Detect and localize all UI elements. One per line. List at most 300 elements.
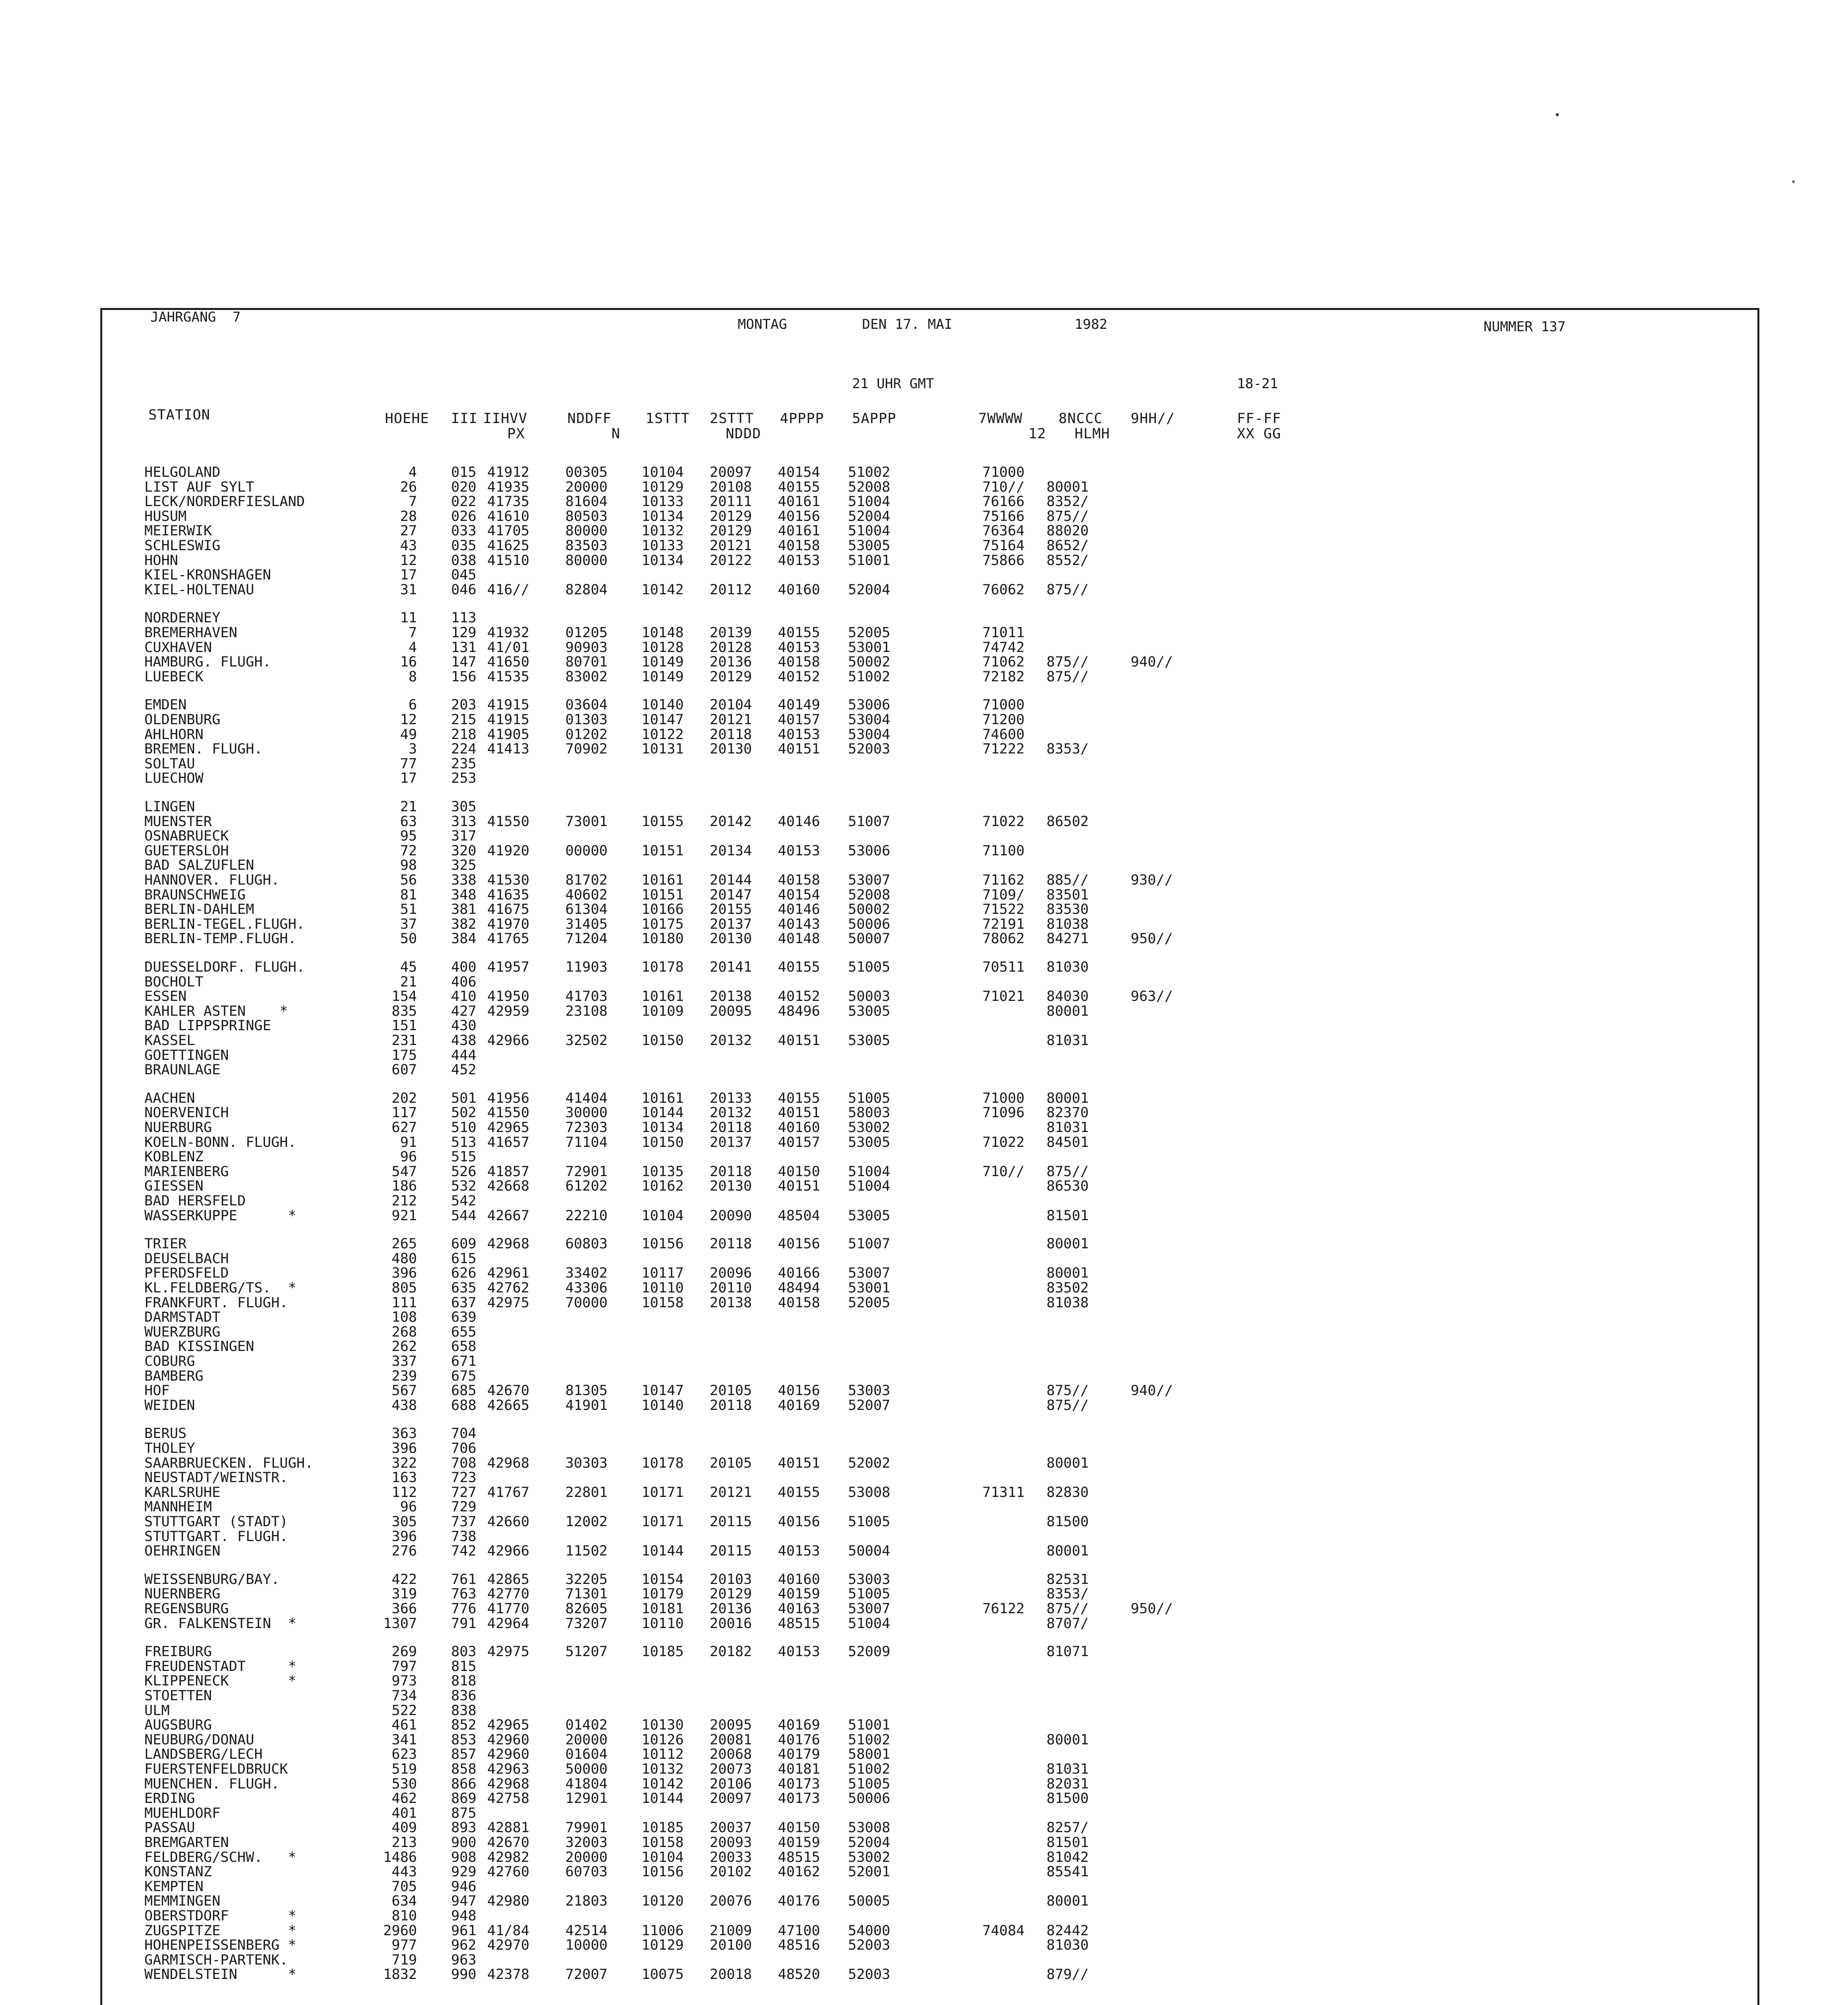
pressure-group: 40154 [778,464,820,480]
pressure-group: 40158 [778,1295,820,1311]
station-number: 626 [451,1265,477,1281]
tendency-group: 58001 [848,1746,891,1762]
nddff: 41404 [565,1090,608,1106]
tendency-group: 51002 [848,1761,891,1777]
nddff: 82804 [565,582,608,598]
station-number: 410 [451,988,477,1005]
temperature-group: 10148 [642,625,684,641]
col-iihvv: IIHVV [483,411,528,427]
tendency-group: 52009 [848,1644,891,1660]
col-nddd: NDDD [726,426,761,442]
weather-group: 74600 [982,727,1025,743]
station-number: 776 [451,1601,477,1617]
weather-group: 71200 [982,712,1025,728]
tendency-group: 52004 [848,582,891,598]
station-name: BAD LIPPSPRINGE [144,1018,271,1034]
cloud-group: 85541 [1046,1864,1089,1880]
elevation: 366 [391,1601,417,1617]
cloud-group: 8707/ [1046,1616,1089,1632]
cloud-group: 80001 [1046,1090,1089,1106]
dewpoint-group: 20105 [710,1455,752,1471]
elevation: 409 [391,1820,417,1836]
dewpoint-group: 20118 [710,1236,752,1252]
iihvv: 42980 [487,1893,530,1909]
weather-group: 71222 [982,741,1025,757]
elevation: 45 [400,959,417,975]
temperature-group: 10158 [642,1295,684,1311]
station-name: HOF [144,1383,170,1399]
elevation: 17 [400,770,417,786]
pressure-group: 40157 [778,712,820,728]
station-name: HUSUM [144,508,187,525]
pressure-group: 40153 [778,1543,820,1559]
nddff: 43306 [565,1280,608,1296]
col-xx-gg: XX GG [1237,426,1281,442]
weather-group: 75164 [982,538,1025,554]
station-number: 033 [451,523,477,539]
col-9hh: 9HH// [1131,411,1175,427]
cloud-group: 82031 [1046,1776,1089,1792]
station-number: 513 [451,1134,477,1150]
cloud-group: 84030 [1046,988,1089,1005]
dewpoint-group: 20033 [710,1849,752,1865]
station-name: AUGSBURG [144,1717,212,1733]
dewpoint-group: 20136 [710,654,752,670]
pressure-group: 40152 [778,669,820,685]
station-name: FREUDENSTADT * [144,1659,297,1675]
cloud-group: 88020 [1046,523,1089,539]
station-number: 742 [451,1543,477,1559]
nddff: 01303 [565,712,608,728]
elevation: 117 [391,1105,417,1121]
elevation: 623 [391,1746,417,1762]
iihvv: 416// [487,582,530,598]
elevation: 37 [400,916,417,932]
elevation: 17 [400,567,417,583]
cloud-group: 86530 [1046,1178,1089,1194]
cloud-group: 875// [1046,1397,1089,1414]
elevation: 212 [391,1193,417,1209]
pressure-group: 40151 [778,1455,820,1471]
temperature-group: 10132 [642,523,684,539]
weather-group: 71022 [982,1134,1025,1150]
iihvv: 42966 [487,1033,530,1049]
temperature-group: 10117 [642,1265,684,1281]
nddff: 60703 [565,1864,608,1880]
elevation: 519 [391,1761,417,1777]
station-number: 869 [451,1790,477,1807]
station-number: 948 [451,1908,477,1924]
elevation: 63 [400,814,417,830]
station-number: 338 [451,872,477,888]
elevation: 72 [400,843,417,859]
station-number: 763 [451,1586,477,1602]
col-hlmh: HLMH [1075,426,1110,442]
dewpoint-group: 20110 [710,1280,752,1296]
station-name: NEUSTADT/WEINSTR. [144,1470,288,1486]
station-name: DUESSELDORF. FLUGH. [144,959,305,975]
station-name: BRAUNSCHWEIG [144,887,246,903]
temperature-group: 10122 [642,727,684,743]
temperature-group: 10158 [642,1835,684,1851]
cloud-group: 8352/ [1046,494,1089,510]
cloud-group: 82531 [1046,1572,1089,1588]
iihvv: 42966 [487,1543,530,1559]
station-name: LUECHOW [144,770,204,786]
tendency-group: 52007 [848,1397,891,1414]
elevation: 111 [391,1295,417,1311]
weather-group: 71062 [982,654,1025,670]
dewpoint-group: 20081 [710,1732,752,1748]
station-number: 381 [451,901,477,917]
tendency-group: 53004 [848,712,891,728]
temperature-group: 10149 [642,669,684,685]
temperature-group: 10171 [642,1514,684,1530]
pressure-group: 48520 [778,1967,820,1983]
dewpoint-group: 20122 [710,553,752,569]
iihvv: 42667 [487,1208,530,1224]
dewpoint-group: 20121 [710,1485,752,1501]
tendency-group: 51005 [848,1514,891,1530]
tendency-group: 53003 [848,1572,891,1588]
cloud-group: 875// [1046,654,1089,670]
elevation: 4 [408,464,417,480]
iihvv: 41657 [487,1134,530,1150]
elevation: 213 [391,1835,417,1851]
nddff: 20000 [565,1732,608,1748]
iihvv: 42982 [487,1849,530,1865]
nddff: 73207 [565,1616,608,1632]
pressure-group: 40149 [778,697,820,713]
col-n: N [611,426,621,442]
station-name: WEIDEN [144,1397,195,1414]
tendency-group: 53004 [848,727,891,743]
station-name: KOELN-BONN. FLUGH. [144,1134,297,1150]
pressure-group: 40150 [778,1164,820,1180]
station-number: 526 [451,1164,477,1180]
nddff: 72007 [565,1967,608,1983]
station-number: 515 [451,1149,477,1165]
temperature-group: 10140 [642,697,684,713]
elevation: 91 [400,1134,417,1150]
pressure-group: 40158 [778,538,820,554]
station-number: 853 [451,1732,477,1748]
elevation: 443 [391,1864,417,1880]
elevation: 797 [391,1659,417,1675]
dewpoint-group: 20095 [710,1003,752,1019]
station-name: KONSTANZ [144,1864,212,1880]
col-station: STATION [148,407,211,423]
extra-group: 963// [1131,988,1173,1005]
cloud-group: 879// [1046,1967,1089,1983]
temperature-group: 10135 [642,1164,684,1180]
scan-speck [1792,180,1795,183]
iihvv: 41765 [487,931,530,947]
temperature-group: 10185 [642,1820,684,1836]
elevation: 26 [400,479,417,495]
station-name: BREMERHAVEN [144,625,237,641]
elevation: 810 [391,1908,417,1924]
iihvv: 42965 [487,1717,530,1733]
elevation: 7 [408,494,417,510]
station-name: HOHN [144,553,178,569]
iihvv: 42960 [487,1732,530,1748]
iihvv: 42378 [487,1967,530,1983]
tendency-group: 53007 [848,1601,891,1617]
col-1sttt: 1STTT [646,411,690,427]
dewpoint-group: 20130 [710,741,752,757]
iihvv: 41950 [487,988,530,1005]
dewpoint-group: 20095 [710,1717,752,1733]
dewpoint-group: 20137 [710,916,752,932]
weather-group: 71021 [982,988,1025,1005]
station-name: LANDSBERG/LECH [144,1746,263,1762]
iihvv: 41535 [487,669,530,685]
elevation: 734 [391,1688,417,1704]
station-number: 637 [451,1295,477,1311]
temperature-group: 10155 [642,814,684,830]
station-number: 639 [451,1309,477,1325]
weather-group: 75166 [982,508,1025,525]
tendency-group: 50002 [848,901,891,917]
pressure-group: 40181 [778,1761,820,1777]
dewpoint-group: 20142 [710,814,752,830]
col-nddff: NDDFF [567,411,612,427]
iihvv: 42963 [487,1761,530,1777]
nddff: 10000 [565,1937,608,1953]
station-name: HELGOLAND [144,464,221,480]
cloud-group: 80001 [1046,1893,1089,1909]
station-name: WUERZBURG [144,1324,221,1340]
iihvv: 42668 [487,1178,530,1194]
dewpoint-group: 20018 [710,1967,752,1983]
station-number: 026 [451,508,477,525]
dewpoint-group: 20118 [710,1164,752,1180]
iihvv: 42762 [487,1280,530,1296]
cloud-group: 81501 [1046,1835,1089,1851]
station-number: 675 [451,1368,477,1384]
dewpoint-group: 20115 [710,1514,752,1530]
station-number: 875 [451,1805,477,1821]
dewpoint-group: 20076 [710,1893,752,1909]
station-name: BRAUNLAGE [144,1062,221,1078]
temperature-group: 10178 [642,959,684,975]
elevation: 634 [391,1893,417,1909]
temperature-group: 10140 [642,1397,684,1414]
station-name: OLDENBURG [144,712,221,728]
temperature-group: 10154 [642,1572,684,1588]
dewpoint-group: 20121 [710,538,752,554]
cloud-group: 81031 [1046,1033,1089,1049]
pressure-group: 40159 [778,1586,820,1602]
elevation: 81 [400,887,417,903]
elevation: 95 [400,828,417,844]
nddff: 00000 [565,843,608,859]
station-number: 532 [451,1178,477,1194]
station-number: 035 [451,538,477,554]
tendency-group: 53005 [848,1134,891,1150]
elevation: 396 [391,1529,417,1545]
iihvv: 42961 [487,1265,530,1281]
nddff: 80000 [565,553,608,569]
elevation: 231 [391,1033,417,1049]
elevation: 151 [391,1018,417,1034]
elevation: 50 [400,931,417,947]
station-name: LINGEN [144,799,195,815]
nddff: 33402 [565,1265,608,1281]
observation-time: 21 UHR GMT [852,376,934,392]
station-number: 022 [451,494,477,510]
iihvv: 42760 [487,1864,530,1880]
station-number: 203 [451,697,477,713]
iihvv: 41770 [487,1601,530,1617]
station-name: LIST AUF SYLT [144,479,254,495]
iihvv: 42758 [487,1790,530,1807]
temperature-group: 10150 [642,1134,684,1150]
dewpoint-group: 20111 [710,494,752,510]
elevation: 51 [400,901,417,917]
pressure-group: 40162 [778,1864,820,1880]
elevation: 805 [391,1280,417,1296]
elevation: 1832 [383,1967,417,1983]
temperature-group: 10131 [642,741,684,757]
dewpoint-group: 20112 [710,582,752,598]
tendency-group: 52001 [848,1864,891,1880]
station-number: 857 [451,1746,477,1762]
nddff: 12901 [565,1790,608,1807]
tendency-group: 51004 [848,494,891,510]
station-number: 544 [451,1208,477,1224]
elevation: 12 [400,553,417,569]
station-number: 963 [451,1952,477,1968]
pressure-group: 40173 [778,1790,820,1807]
station-number: 858 [451,1761,477,1777]
nddff: 11502 [565,1543,608,1559]
tendency-group: 51005 [848,1776,891,1792]
elevation: 186 [391,1178,417,1194]
station-name: WENDELSTEIN * [144,1967,297,1983]
pressure-group: 40153 [778,553,820,569]
iihvv: 41767 [487,1485,530,1501]
elevation: 98 [400,857,417,873]
station-number: 961 [451,1923,477,1939]
tendency-group: 53005 [848,1208,891,1224]
temperature-group: 10151 [642,887,684,903]
nddff: 70902 [565,741,608,757]
station-number: 685 [451,1383,477,1399]
weather-group: 7109/ [982,887,1025,903]
pressure-group: 40159 [778,1835,820,1851]
temperature-group: 10110 [642,1280,684,1296]
station-name: OBERSTDORF * [144,1908,297,1924]
nddff: 81305 [565,1383,608,1399]
elevation: 28 [400,508,417,525]
pressure-group: 47100 [778,1923,820,1939]
nddff: 71301 [565,1586,608,1602]
pressure-group: 40151 [778,1178,820,1194]
cloud-group: 81031 [1046,1120,1089,1136]
elevation: 202 [391,1090,417,1106]
tendency-group: 50005 [848,1893,891,1909]
station-number: 452 [451,1062,477,1078]
station-name: STUTTGART. FLUGH. [144,1529,288,1545]
report-frame [100,308,1759,2005]
station-number: 990 [451,1967,477,1983]
station-name: KOBLENZ [144,1149,204,1165]
station-name: BERUS [144,1426,187,1442]
station-number: 305 [451,799,477,815]
nddff: 11903 [565,959,608,975]
elevation: 422 [391,1572,417,1588]
temperature-group: 10112 [642,1746,684,1762]
temperature-group: 10178 [642,1455,684,1471]
nddff: 31405 [565,916,608,932]
pressure-group: 48515 [778,1849,820,1865]
tendency-group: 51004 [848,523,891,539]
temperature-group: 10161 [642,1090,684,1106]
dewpoint-group: 20115 [710,1543,752,1559]
tendency-group: 51002 [848,669,891,685]
tendency-group: 52005 [848,625,891,641]
station-name: BERLIN-DAHLEM [144,901,254,917]
station-number: 738 [451,1529,477,1545]
cloud-group: 8353/ [1046,741,1089,757]
cloud-group: 83501 [1046,887,1089,903]
station-number: 704 [451,1426,477,1442]
tendency-group: 53001 [848,1280,891,1296]
nddff: 90903 [565,640,608,656]
station-number: 444 [451,1047,477,1063]
iihvv: 42865 [487,1572,530,1588]
station-name: HOHENPEISSENBERG * [144,1937,297,1953]
nddff: 41804 [565,1776,608,1792]
elevation: 1307 [383,1616,417,1632]
station-name: EMDEN [144,697,187,713]
station-number: 253 [451,770,477,786]
elevation: 112 [391,1485,417,1501]
dewpoint-group: 20133 [710,1090,752,1106]
station-name: WASSERKUPPE * [144,1208,297,1224]
weather-group: 71000 [982,464,1025,480]
temperature-group: 10144 [642,1790,684,1807]
temperature-group: 10156 [642,1864,684,1880]
scan-speck [1556,113,1559,116]
dewpoint-group: 20016 [710,1616,752,1632]
extra-group: 950// [1131,931,1173,947]
dewpoint-group: 20129 [710,1586,752,1602]
weekday-label: MONTAG [738,316,787,332]
extra-group: 940// [1131,654,1173,670]
pressure-group: 40151 [778,1033,820,1049]
weather-group: 710// [982,1164,1025,1180]
pressure-group: 40163 [778,1601,820,1617]
elevation: 973 [391,1673,417,1689]
elevation: 522 [391,1703,417,1719]
tendency-group: 53003 [848,1383,891,1399]
col-2sttt: 2STTT [710,411,754,427]
station-name: BREMEN. FLUGH. [144,741,263,757]
station-name: OEHRINGEN [144,1543,221,1559]
nddff: 00305 [565,464,608,480]
station-name: KIEL-HOLTENAU [144,582,254,598]
pressure-group: 40155 [778,959,820,975]
dewpoint-group: 20118 [710,727,752,743]
nddff: 01205 [565,625,608,641]
dewpoint-group: 20147 [710,887,752,903]
station-number: 501 [451,1090,477,1106]
station-number: 156 [451,669,477,685]
elevation: 96 [400,1149,417,1165]
